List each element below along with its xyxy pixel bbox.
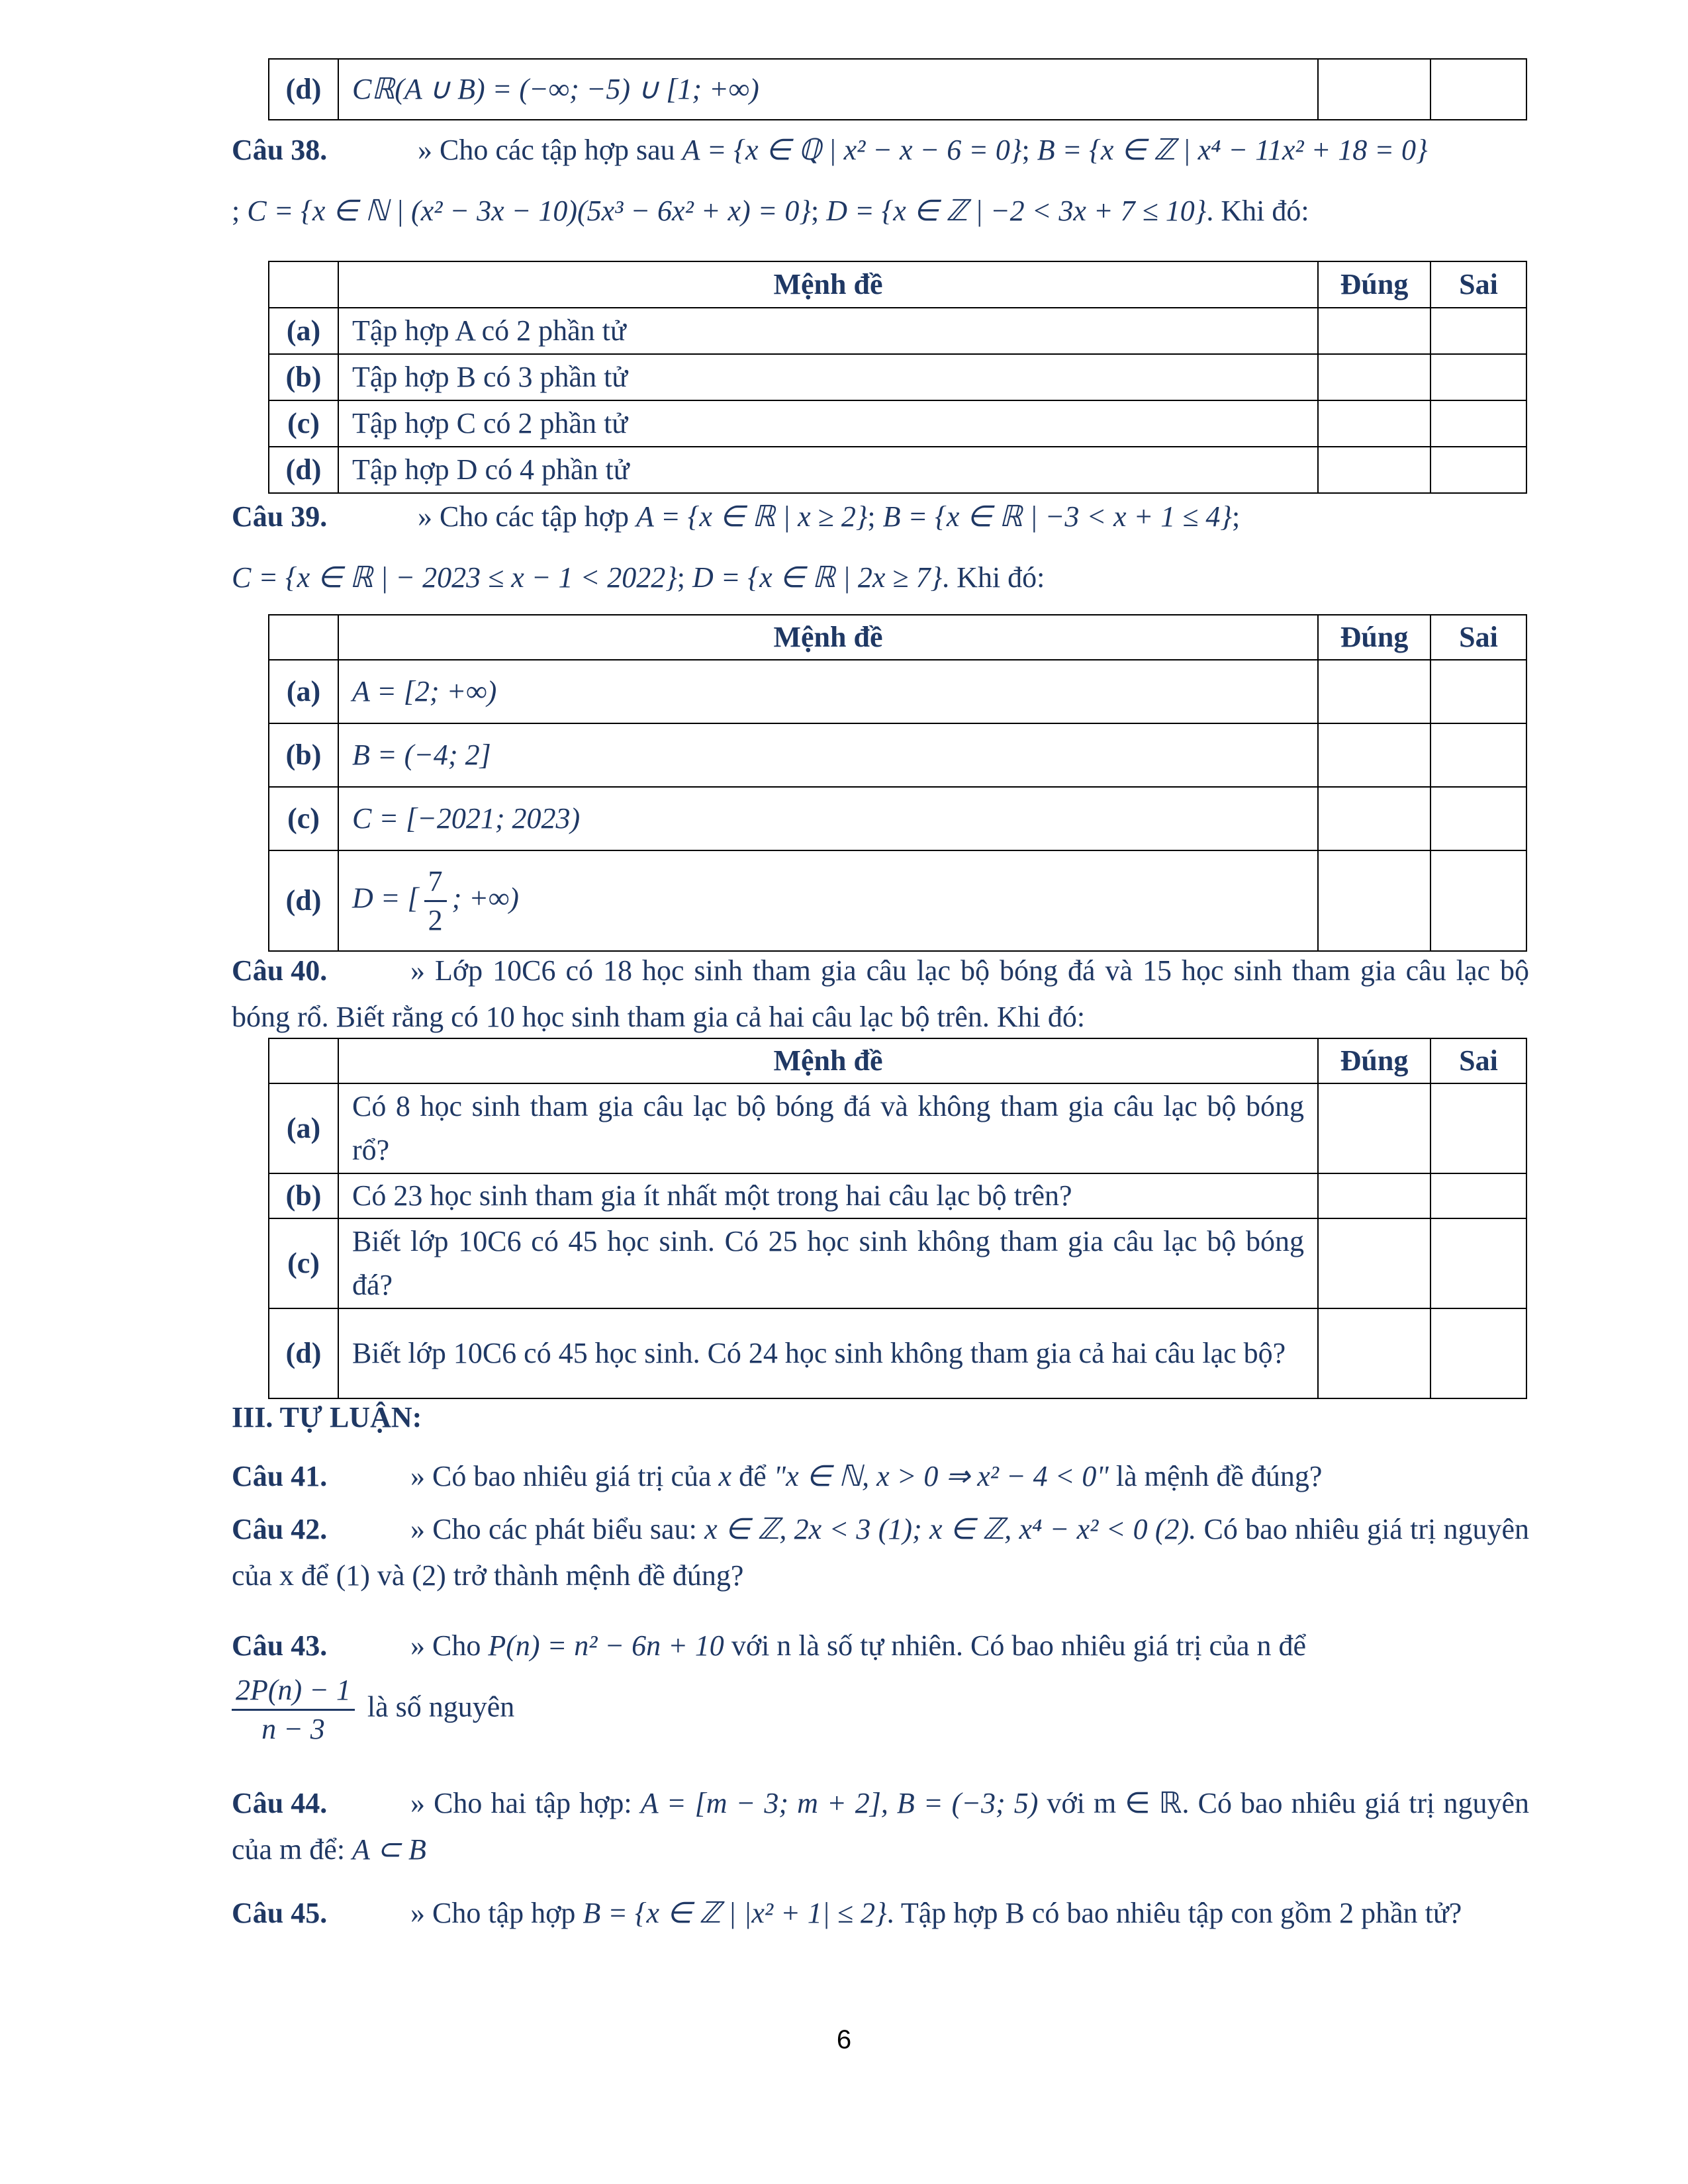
row-label: (d) xyxy=(269,447,338,493)
statement-1: x ∈ ℤ, 2x < 3 (1); xyxy=(704,1513,922,1545)
question-intro: » Cho các tập hợp xyxy=(418,500,629,533)
set-c: C = {x ∈ ℕ | (x² − 3x − 10)(5x³ − 6x² + x) = 0} xyxy=(247,195,811,227)
statement-cell: Tập hợp B có 3 phần tử xyxy=(338,354,1318,400)
set-d: D = {x ∈ ℝ | 2x ≥ 7} xyxy=(692,561,943,594)
fraction xyxy=(232,1672,355,1748)
false-cell[interactable] xyxy=(1430,660,1526,723)
statement-cell: Biết lớp 10C6 có 45 học sinh. Có 25 học sinh không tham gia câu lạc bộ bóng đá? xyxy=(338,1218,1318,1308)
table-header xyxy=(269,1038,1526,1083)
question-text: » Lớp 10C6 có 18 học sinh tham gia câu lạc bộ bóng đá và 15 học sinh tham gia câu lạc bộ bóng rổ. Biết rằng có 10 học sinh tham gia cả hai câu lạc bộ trên. Khi đó: xyxy=(232,954,1529,1033)
fraction xyxy=(424,863,447,939)
q39-table xyxy=(268,614,1527,952)
set-b: B = {x ∈ ℝ | −3 < x + 1 ≤ 4} xyxy=(882,500,1232,533)
statement-cell: Tập hợp A có 2 phần tử xyxy=(338,308,1318,354)
q38-table xyxy=(268,261,1527,494)
header-statement: Mệnh đề xyxy=(338,261,1318,308)
set-d-suffix: ; +∞) xyxy=(451,882,519,915)
question-intro: » Cho các tập hợp sau xyxy=(418,134,675,166)
question-43 xyxy=(232,1623,1529,1748)
question-number: Câu 45. xyxy=(232,1897,328,1929)
statement-expr: "x ∈ ℕ, x > 0 ⇒ x² − 4 < 0" xyxy=(773,1460,1109,1492)
question-mid: với n là số tự nhiên. Có bao nhiêu giá trị của n để xyxy=(731,1629,1307,1662)
row-label: (d) xyxy=(269,1308,338,1398)
question-outro: Khi đó: xyxy=(1221,195,1309,227)
table-header xyxy=(269,261,1526,308)
row-label: (b) xyxy=(269,1173,338,1218)
table-row xyxy=(269,1173,1526,1218)
variable: x xyxy=(718,1460,732,1492)
question-number: Câu 40. xyxy=(232,954,328,987)
question-number: Câu 42. xyxy=(232,1513,328,1545)
false-cell[interactable] xyxy=(1430,59,1526,120)
row-label: (b) xyxy=(269,723,338,787)
false-cell[interactable] xyxy=(1430,400,1526,447)
true-cell[interactable] xyxy=(1318,723,1430,787)
row-label: (a) xyxy=(269,308,338,354)
statement-cell: Tập hợp C có 2 phần tử xyxy=(338,400,1318,447)
table-row xyxy=(269,447,1526,493)
question-40 xyxy=(232,948,1529,1040)
header-false: Sai xyxy=(1430,261,1526,308)
true-cell[interactable] xyxy=(1318,1173,1430,1218)
question-pre: » Cho các phát biểu sau: xyxy=(410,1513,697,1545)
table-row xyxy=(269,723,1526,787)
false-cell[interactable] xyxy=(1430,308,1526,354)
question-39: Câu 39. » Cho các tập hợp A = {x ∈ ℝ | x ≥ 2}; B = {x ∈ ℝ | −3 < x + 1 ≤ 4}; C = {x ∈ ℝ | − 2023 ≤ x − 1 < 2022}; D = {x ∈ ℝ | 2x ≥ 7}. Khi đó: xyxy=(232,494,1529,601)
false-cell[interactable] xyxy=(1430,723,1526,787)
true-cell[interactable] xyxy=(1318,1218,1430,1308)
question-41 xyxy=(232,1453,1529,1500)
false-cell[interactable] xyxy=(1430,354,1526,400)
table-row xyxy=(269,354,1526,400)
set-c: C = {x ∈ ℝ | − 2023 ≤ x − 1 < 2022} xyxy=(232,561,677,594)
true-cell[interactable] xyxy=(1318,59,1430,120)
question-mid: để xyxy=(739,1460,767,1492)
table-row xyxy=(269,59,1526,120)
false-cell[interactable] xyxy=(1430,1083,1526,1173)
true-cell[interactable] xyxy=(1318,447,1430,493)
table-header xyxy=(269,615,1526,660)
question-post: Có bao nhiêu giá trị nguyên của x để (1) và (2) trở thành mệnh đề đúng? xyxy=(232,1513,1530,1592)
question-42 xyxy=(232,1506,1529,1599)
question-number: Câu 39. xyxy=(232,500,328,533)
row-label: (a) xyxy=(269,660,338,723)
question-pre: » Có bao nhiêu giá trị của xyxy=(410,1460,712,1492)
q37-table-tail xyxy=(268,58,1527,120)
statement-cell: C = [−2021; 2023) xyxy=(338,787,1318,850)
row-label: (b) xyxy=(269,354,338,400)
set-b: B = {x ∈ ℤ | x⁴ − 11x² + 18 = 0} xyxy=(1037,134,1428,166)
sets-expr: A = [m − 3; m + 2], B = (−3; 5) xyxy=(640,1787,1039,1819)
header-false: Sai xyxy=(1430,615,1526,660)
false-cell[interactable] xyxy=(1430,1308,1526,1398)
true-cell[interactable] xyxy=(1318,354,1430,400)
true-cell[interactable] xyxy=(1318,850,1430,951)
section-heading: III. TỰ LUẬN: xyxy=(232,1401,422,1433)
question-pre: » Cho tập hợp xyxy=(410,1897,576,1929)
condition-expr: A ⊂ B xyxy=(352,1833,426,1866)
row-label: (d) xyxy=(269,850,338,951)
header-true: Đúng xyxy=(1318,1038,1430,1083)
set-d: D = {x ∈ ℤ | −2 < 3x + 7 ≤ 10} xyxy=(826,195,1207,227)
fraction-denominator: 2 xyxy=(428,903,443,936)
polynomial: P(n) = n² − 6n + 10 xyxy=(488,1629,724,1662)
question-number: Câu 41. xyxy=(232,1460,328,1492)
table-row xyxy=(269,787,1526,850)
set-a: A = {x ∈ ℚ | x² − x − 6 = 0} xyxy=(682,134,1022,166)
false-cell[interactable] xyxy=(1430,1173,1526,1218)
set-b: B = {x ∈ ℤ | |x² + 1| ≤ 2} xyxy=(583,1897,887,1929)
header-statement: Mệnh đề xyxy=(338,1038,1318,1083)
true-cell[interactable] xyxy=(1318,1083,1430,1173)
q40-table xyxy=(268,1038,1527,1399)
header-true: Đúng xyxy=(1318,261,1430,308)
statement-cell xyxy=(338,850,1318,951)
header-true: Đúng xyxy=(1318,615,1430,660)
fraction-numerator: 7 xyxy=(424,863,447,902)
row-label: (c) xyxy=(269,400,338,447)
question-pre: » Cho hai tập hợp: xyxy=(410,1787,632,1819)
row-label: (a) xyxy=(269,1083,338,1173)
statement-cell: Có 23 học sinh tham gia ít nhất một trong hai câu lạc bộ trên? xyxy=(338,1173,1318,1218)
header-false: Sai xyxy=(1430,1038,1526,1083)
set-a: A = {x ∈ ℝ | x ≥ 2} xyxy=(635,500,868,533)
false-cell[interactable] xyxy=(1430,787,1526,850)
statement-cell: Cℝ(A ∪ B) = (−∞; −5) ∪ [1; +∞) xyxy=(338,59,1318,120)
true-cell[interactable] xyxy=(1318,787,1430,850)
false-cell[interactable] xyxy=(1430,447,1526,493)
fraction-numerator: 2P(n) − 1 xyxy=(232,1672,355,1711)
fraction-denominator: n − 3 xyxy=(261,1713,325,1745)
question-number: Câu 43. xyxy=(232,1629,328,1662)
header-label xyxy=(269,1038,338,1083)
statement-cell: A = [2; +∞) xyxy=(338,660,1318,723)
question-post: là mệnh đề đúng? xyxy=(1115,1460,1323,1492)
true-cell[interactable] xyxy=(1318,400,1430,447)
page-number: 6 xyxy=(836,2025,852,2054)
true-cell[interactable] xyxy=(1318,1308,1430,1398)
row-label: (c) xyxy=(269,1218,338,1308)
statement-2: x ∈ ℤ, x⁴ − x² < 0 (2). xyxy=(929,1513,1197,1545)
table-row xyxy=(269,660,1526,723)
statement-cell: Biết lớp 10C6 có 45 học sinh. Có 24 học sinh không tham gia cả hai câu lạc bộ? xyxy=(338,1308,1318,1398)
question-number: Câu 44. xyxy=(232,1787,328,1819)
row-label: (d) xyxy=(269,59,338,120)
question-45 xyxy=(232,1890,1529,1936)
question-number: Câu 38. xyxy=(232,134,328,166)
row-label: (c) xyxy=(269,787,338,850)
true-cell[interactable] xyxy=(1318,660,1430,723)
statement-cell: B = (−4; 2] xyxy=(338,723,1318,787)
table-row xyxy=(269,850,1526,951)
table-row xyxy=(269,400,1526,447)
statement-cell: Tập hợp D có 4 phần tử xyxy=(338,447,1318,493)
question-post: . Tập hợp B có bao nhiêu tập con gồm 2 phần tử? xyxy=(886,1897,1462,1929)
table-row xyxy=(269,308,1526,354)
table-row xyxy=(269,1083,1526,1173)
table-row xyxy=(269,1308,1526,1398)
set-d-prefix: D = [ xyxy=(352,882,419,915)
question-mid: với m ∈ ℝ. Có bao nhiêu giá trị nguyên của m để: xyxy=(232,1787,1529,1866)
table-row xyxy=(269,1218,1526,1308)
header-statement: Mệnh đề xyxy=(338,615,1318,660)
question-38: Câu 38. » Cho các tập hợp sau A = {x ∈ ℚ | x² − x − 6 = 0}; B = {x ∈ ℤ | x⁴ − 11x² + 18 = 0} ; C = {x ∈ ℕ | (x² − 3x − 10)(5x³ − 6x² + x) = 0}; D = {x ∈ ℤ | −2 < 3x + 7 ≤ 10}. Khi đó: xyxy=(232,127,1529,234)
false-cell[interactable] xyxy=(1430,1218,1526,1308)
question-44 xyxy=(232,1780,1529,1873)
false-cell[interactable] xyxy=(1430,850,1526,951)
question-post: là số nguyên xyxy=(367,1690,515,1723)
true-cell[interactable] xyxy=(1318,308,1430,354)
question-pre: » Cho xyxy=(410,1629,481,1662)
header-label xyxy=(269,615,338,660)
header-label xyxy=(269,261,338,308)
question-outro: Khi đó: xyxy=(957,561,1045,594)
statement-cell: Có 8 học sinh tham gia câu lạc bộ bóng đá và không tham gia câu lạc bộ bóng rổ? xyxy=(338,1083,1318,1173)
